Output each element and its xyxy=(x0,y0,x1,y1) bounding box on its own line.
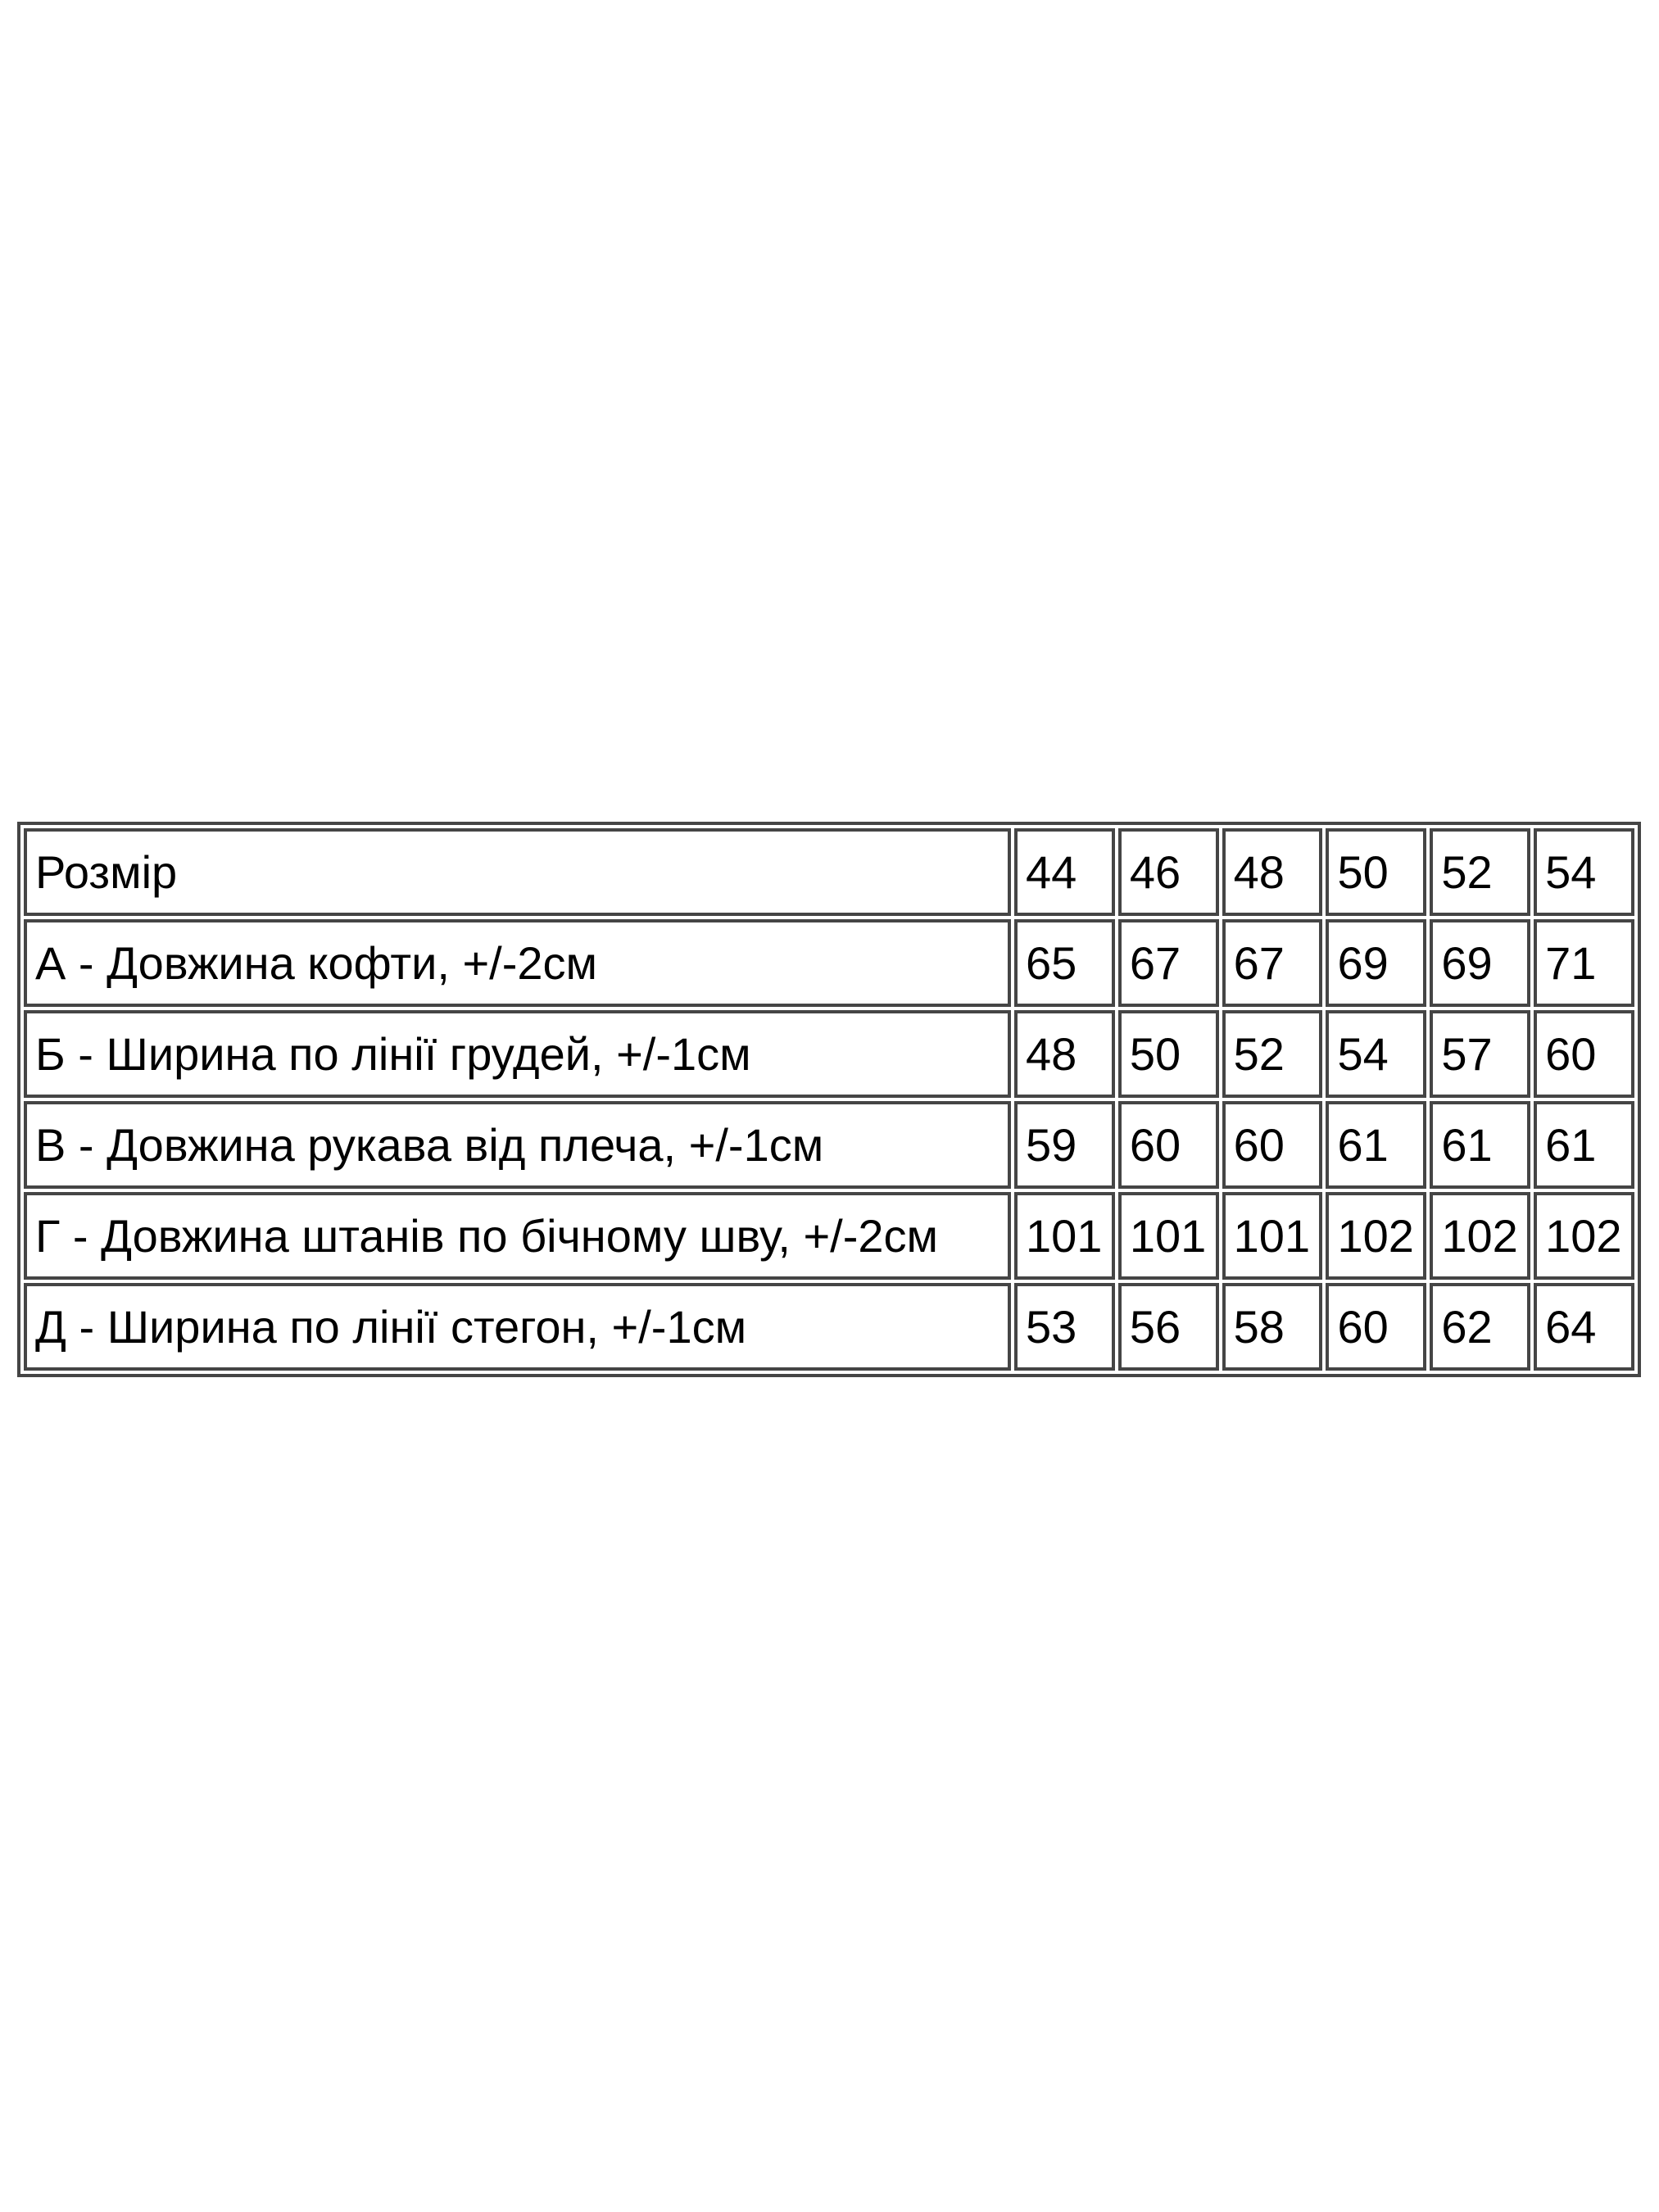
measurement-value: 69 xyxy=(1430,919,1530,1007)
measurement-value: 48 xyxy=(1014,1010,1115,1098)
measurement-value: 61 xyxy=(1534,1101,1634,1189)
measurement-value: 101 xyxy=(1222,1192,1323,1280)
measurement-label: В - Довжина рукава від плеча, +/-1см xyxy=(24,1101,1011,1189)
measurement-value: 53 xyxy=(1014,1283,1115,1371)
measurement-value: 102 xyxy=(1534,1192,1634,1280)
measurement-value: 50 xyxy=(1118,1010,1219,1098)
size-chart-table xyxy=(17,822,1641,1377)
size-value: 48 xyxy=(1222,828,1323,916)
measurement-value: 58 xyxy=(1222,1283,1323,1371)
table-row-d xyxy=(24,1283,1634,1371)
measurement-value: 67 xyxy=(1222,919,1323,1007)
measurement-value: 60 xyxy=(1534,1010,1634,1098)
measurement-value: 102 xyxy=(1430,1192,1530,1280)
measurement-value: 71 xyxy=(1534,919,1634,1007)
table-row-a xyxy=(24,919,1634,1007)
measurement-value: 59 xyxy=(1014,1101,1115,1189)
measurement-value: 54 xyxy=(1326,1010,1426,1098)
measurement-value: 60 xyxy=(1326,1283,1426,1371)
measurement-value: 101 xyxy=(1014,1192,1115,1280)
measurement-value: 62 xyxy=(1430,1283,1530,1371)
table-row-b xyxy=(24,1010,1634,1098)
size-header-label: Розмір xyxy=(24,828,1011,916)
measurement-label: А - Довжина кофти, +/-2см xyxy=(24,919,1011,1007)
measurement-value: 61 xyxy=(1326,1101,1426,1189)
measurement-value: 67 xyxy=(1118,919,1219,1007)
size-value: 44 xyxy=(1014,828,1115,916)
measurement-value: 56 xyxy=(1118,1283,1219,1371)
size-value: 46 xyxy=(1118,828,1219,916)
size-value: 54 xyxy=(1534,828,1634,916)
measurement-value: 101 xyxy=(1118,1192,1219,1280)
measurement-value: 61 xyxy=(1430,1101,1530,1189)
measurement-label: Д - Ширина по лінії стегон, +/-1см xyxy=(24,1283,1011,1371)
size-value: 50 xyxy=(1326,828,1426,916)
table-row-v xyxy=(24,1101,1634,1189)
measurement-value: 64 xyxy=(1534,1283,1634,1371)
measurement-label: Г - Довжина штанів по бічному шву, +/-2см xyxy=(24,1192,1011,1280)
measurement-label: Б - Ширина по лінії грудей, +/-1см xyxy=(24,1010,1011,1098)
measurement-value: 60 xyxy=(1118,1101,1219,1189)
table-row-header xyxy=(24,828,1634,916)
size-value: 52 xyxy=(1430,828,1530,916)
measurement-value: 57 xyxy=(1430,1010,1530,1098)
table-row-g xyxy=(24,1192,1634,1280)
measurement-value: 102 xyxy=(1326,1192,1426,1280)
measurement-value: 60 xyxy=(1222,1101,1323,1189)
measurement-value: 65 xyxy=(1014,919,1115,1007)
measurement-value: 69 xyxy=(1326,919,1426,1007)
measurement-value: 52 xyxy=(1222,1010,1323,1098)
